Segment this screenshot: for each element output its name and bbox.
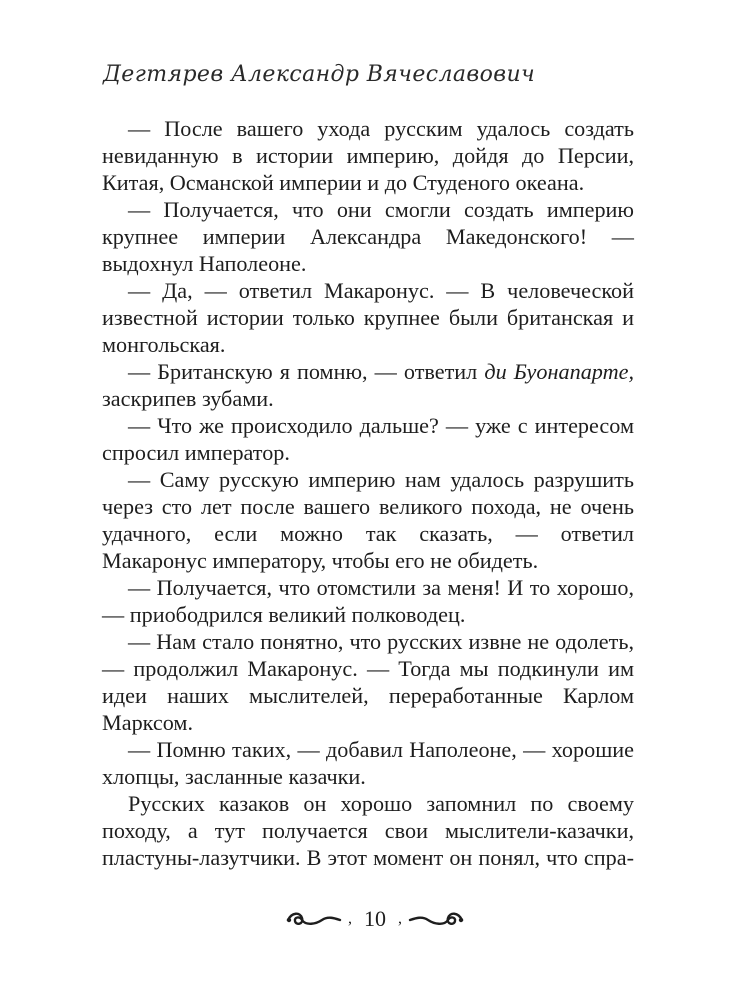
- page-number-mark-left: ,: [348, 910, 352, 927]
- paragraph: — Саму русскую империю нам удалось разрушить через сто лет после вашего великого похода, не очень удачного, если можно так сказать, — ответил Макаронус императору, чтобы его не обидеть.: [102, 467, 634, 573]
- paragraph: — Получается, что они смогли создать империю крупнее империи Александра Македонского! — выдохнул Наполеоне.: [102, 197, 634, 276]
- page-number: 10: [364, 906, 386, 931]
- paragraph: — Получается, что отомстили за меня! И то хорошо, — приободрился великий полководец.: [102, 575, 634, 627]
- running-head: Дегтярев Александр Вячеславович: [103, 62, 536, 87]
- paragraph: — Помню таких, — добавил Наполеоне, — хорошие хлопцы, засланные казачки.: [102, 737, 634, 789]
- paragraph-text: — Британскую я помню, — ответил: [128, 359, 485, 384]
- paragraph: Русских казаков он хорошо запомнил по своему походу, а тут получается свои мыслители-казачки, пластуны-лазутчики. В этот момент он понял, что спра-: [102, 791, 634, 870]
- left-flourish-icon: [284, 908, 344, 930]
- page-footer: [0, 906, 750, 942]
- paragraph: — Да, — ответил Макаронус. — В человеческой известной истории только крупнее были британская и монгольская.: [102, 278, 634, 357]
- page-number-mark-right: ,: [398, 910, 402, 927]
- paragraph: — Что же происходило дальше? — уже с интересом спросил император.: [102, 413, 634, 465]
- paragraph-text-end: заскрипев зубами.: [102, 386, 274, 411]
- body-text: [102, 115, 634, 871]
- paragraph: — После вашего ухода русским удалось создать невиданную в истории империю, дойдя до Персии, Китая, Османской империи и до Студеного океана.: [102, 116, 634, 195]
- paragraph: — Нам стало понятно, что русских извне не одолеть, — продолжил Макаронус. — Тогда мы подкинули им идеи наших мыслителей, переработанные Карлом Марксом.: [102, 629, 634, 735]
- italic-name: ди Буонапарте,: [484, 359, 635, 384]
- paragraph: [102, 358, 634, 412]
- right-flourish-icon: [406, 908, 466, 930]
